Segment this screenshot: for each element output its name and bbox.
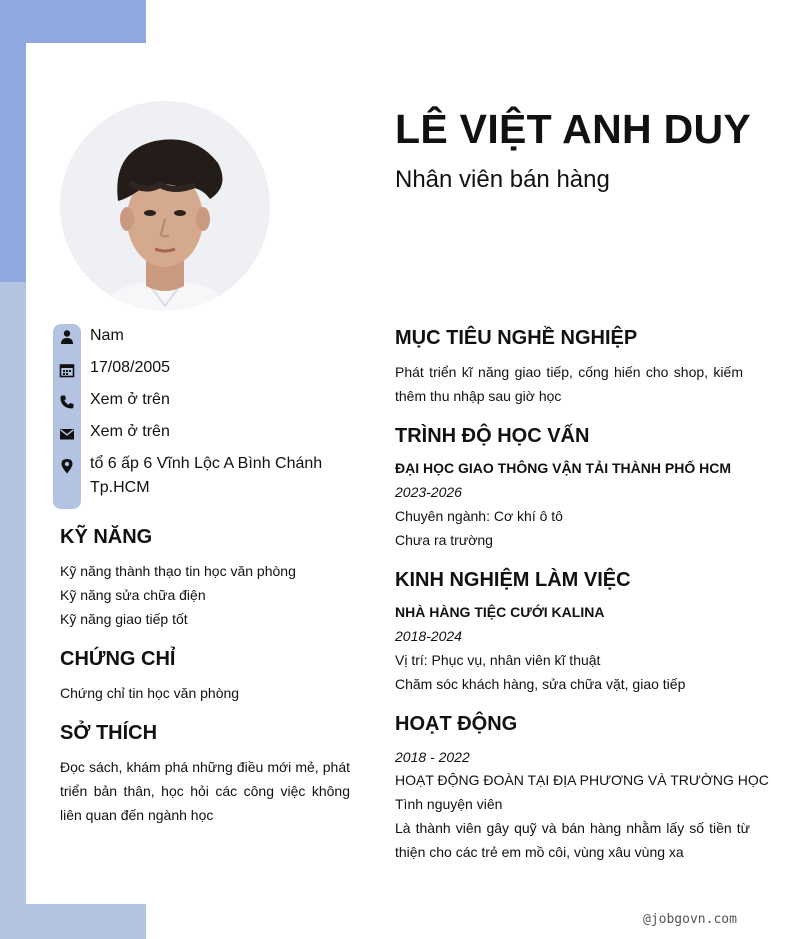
email-text: Xem ở trên	[90, 423, 170, 440]
location-icon	[59, 458, 75, 474]
experience-heading: KINH NGHIỆM LÀM VIỆC	[395, 569, 631, 591]
footer-watermark: @jobgovn.com	[643, 912, 737, 927]
activities-title: HOẠT ĐỘNG ĐOÀN TẠI ĐỊA PHƯƠNG VÀ TRƯỜNG HỌC	[395, 772, 769, 788]
objective-heading: MỤC TIÊU NGHỀ NGHIỆP	[395, 327, 638, 349]
skill-item: Kỹ năng thành thạo tin học văn phòng	[60, 563, 296, 579]
candidate-role: Nhân viên bán hàng	[395, 166, 610, 193]
skill-item: Kỹ năng giao tiếp tốt	[60, 611, 188, 627]
address-line-1: tổ 6 ấp 6 Vĩnh Lộc A Bình Chánh	[90, 455, 323, 472]
phone-text: Xem ở trên	[90, 391, 170, 408]
address-line-2: Tp.HCM	[90, 479, 150, 496]
certificate-item: Chứng chỉ tin học văn phòng	[60, 685, 240, 701]
dob-text: 17/08/2005	[90, 359, 171, 376]
skill-item: Kỹ năng sửa chữa điện	[60, 587, 206, 603]
education-major: Chuyên ngành: Cơ khí ô tô	[395, 508, 563, 524]
experience-company: NHÀ HÀNG TIỆC CƯỚI KALINA	[395, 604, 605, 620]
education-status: Chưa ra trường	[395, 532, 493, 548]
experience-position: Vị trí: Phục vụ, nhân viên kĩ thuật	[395, 652, 601, 668]
education-heading: TRÌNH ĐỘ HỌC VẤN	[395, 425, 590, 447]
candidate-name: LÊ VIỆT ANH DUY	[395, 106, 752, 152]
activities-role: Tình nguyện viên	[395, 796, 503, 812]
education-school: ĐẠI HỌC GIAO THÔNG VẬN TẢI THÀNH PHỐ HCM	[395, 460, 731, 476]
profile-photo	[60, 101, 270, 311]
education-period: 2023-2026	[395, 484, 462, 500]
gender-text: Nam	[90, 327, 124, 344]
experience-period: 2018-2024	[395, 628, 462, 644]
activities-period: 2018 - 2022	[395, 749, 470, 765]
person-icon	[59, 329, 75, 345]
mail-icon	[59, 426, 75, 442]
experience-duties: Chăm sóc khách hàng, sửa chữa vặt, giao tiếp	[395, 676, 686, 692]
phone-icon	[59, 394, 75, 410]
activities-heading: HOẠT ĐỘNG	[395, 713, 518, 735]
hobbies-text: Đọc sách, khám phá những điều mới mẻ, phát triển bản thân, học hỏi các công việc không liên quan đến ngành học	[60, 759, 350, 823]
objective-text: Phát triển kĩ năng giao tiếp, cống hiến cho shop, kiếm thêm thu nhập sau giờ học	[395, 364, 743, 404]
activities-text: Là thành viên gây quỹ và bán hàng nhằm lấy số tiền từ thiện cho các trẻ em mồ côi, vùng xâu vùng xa	[395, 820, 750, 860]
contact-icon-bar	[53, 324, 81, 509]
certificates-heading: CHỨNG CHỈ	[60, 648, 176, 670]
calendar-icon	[59, 362, 75, 378]
hobbies-heading: SỞ THÍCH	[60, 722, 158, 744]
skills-heading: KỸ NĂNG	[60, 526, 153, 548]
